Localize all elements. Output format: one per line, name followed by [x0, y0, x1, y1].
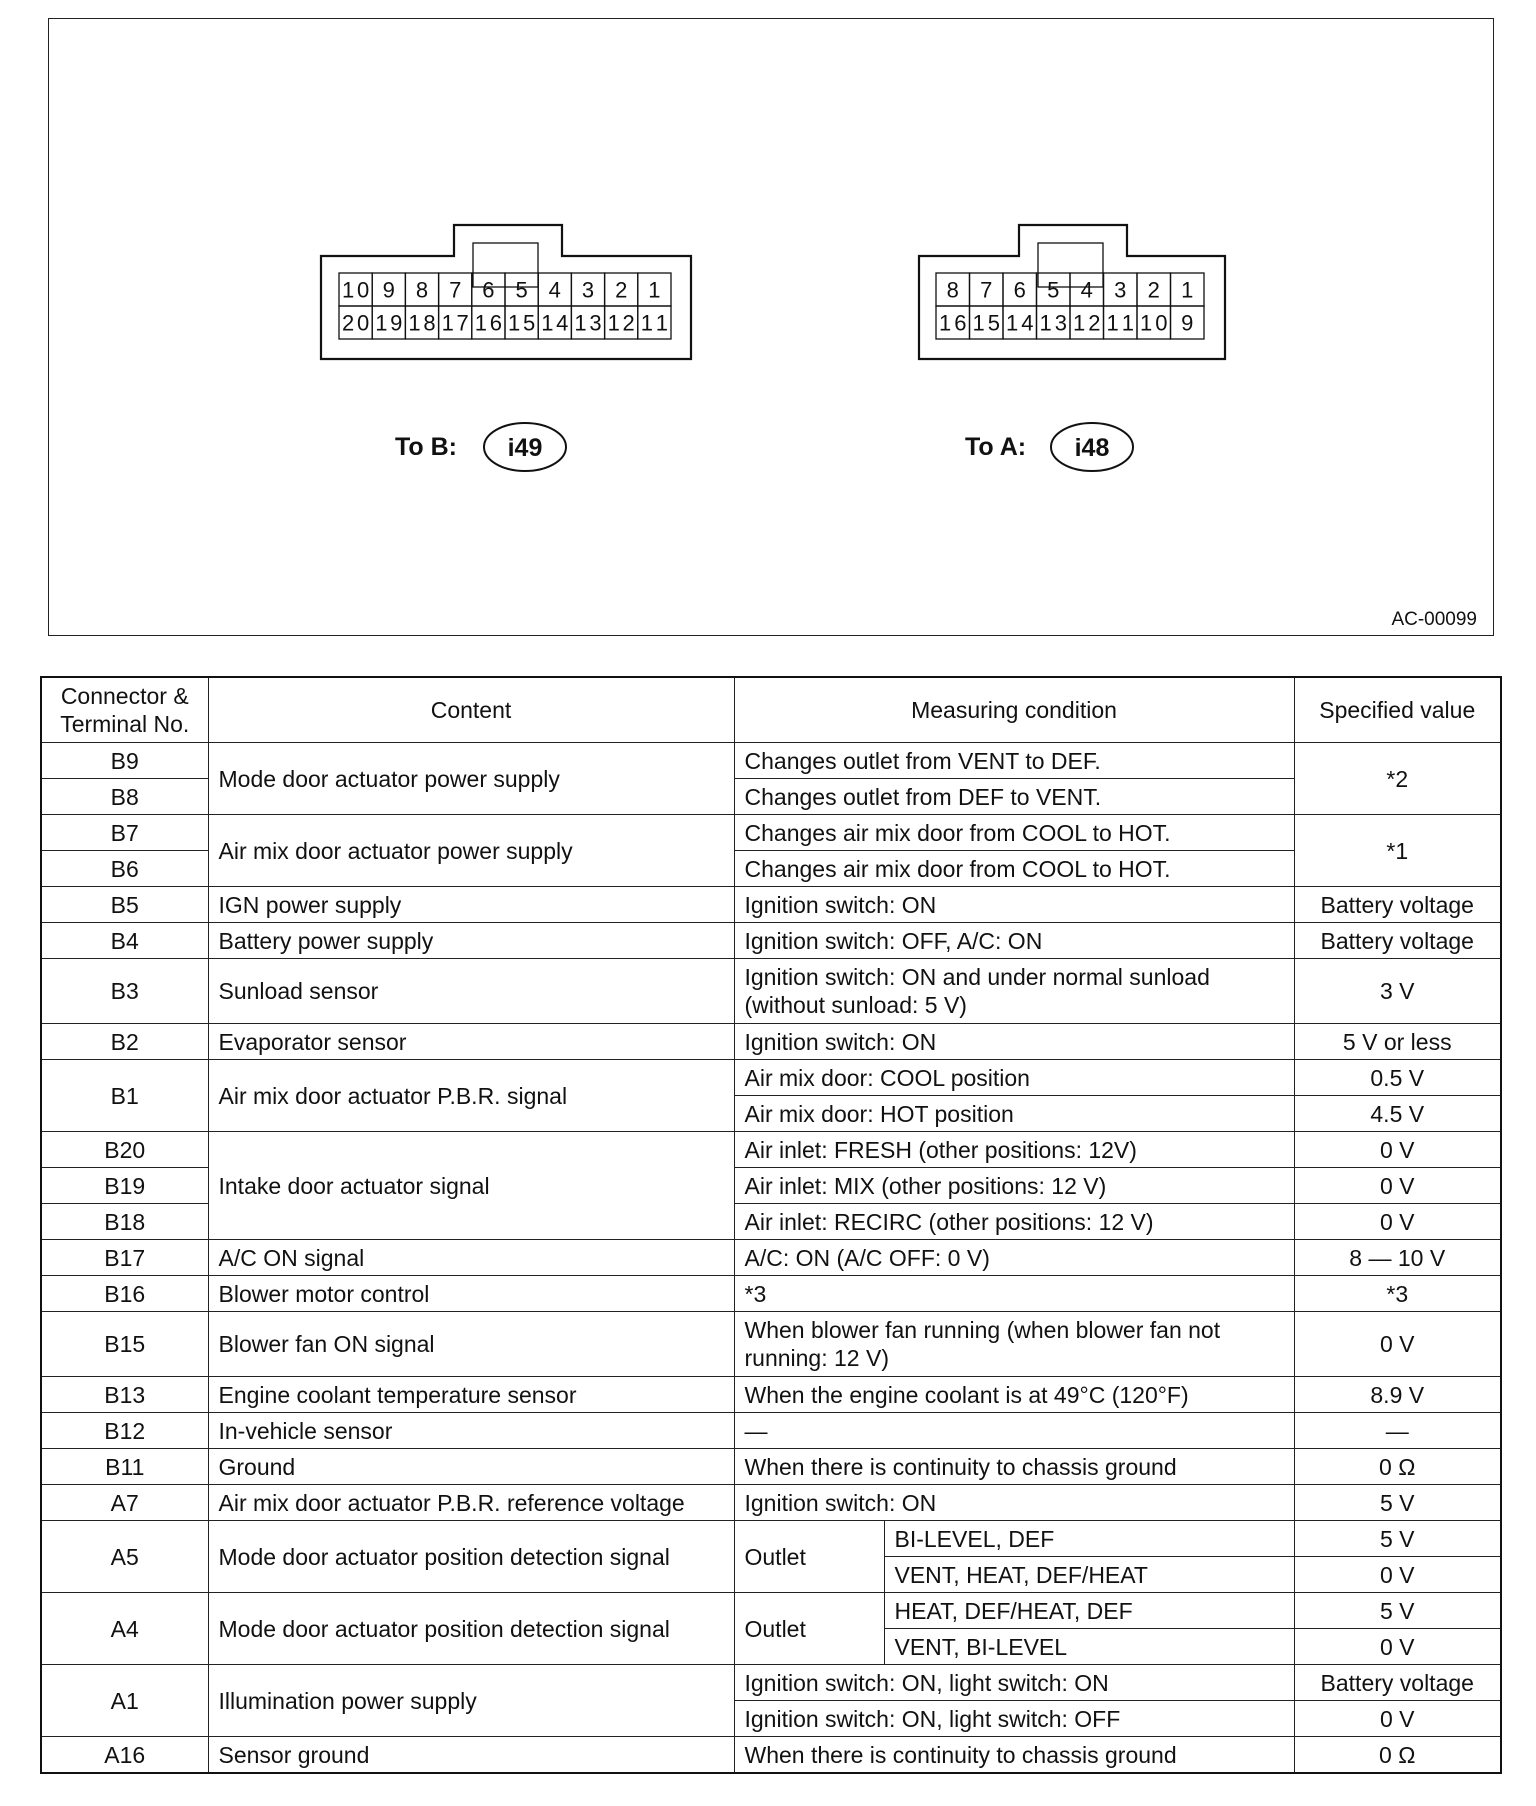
condition-cell: Air inlet: RECIRC (other positions: 12 V) — [734, 1204, 1294, 1240]
content-cell: Illumination power supply — [208, 1665, 734, 1737]
connector-a-pin-number: 16 — [939, 310, 967, 336]
value-cell: 0 V — [1294, 1132, 1501, 1168]
terminal-cell: B17 — [41, 1240, 208, 1276]
table-row — [41, 1240, 1501, 1276]
content-cell: IGN power supply — [208, 887, 734, 923]
condition-cell: When there is continuity to chassis ground — [734, 1737, 1294, 1774]
connector-a-pin-number: 12 — [1073, 310, 1101, 336]
table-row — [41, 1132, 1501, 1168]
terminal-cell: B6 — [41, 851, 208, 887]
condition-cell: Changes air mix door from COOL to HOT. — [734, 815, 1294, 851]
connector-a-pins — [936, 273, 1204, 339]
value-cell: 5 V — [1294, 1521, 1501, 1557]
terminal-cell: B8 — [41, 779, 208, 815]
content-cell: Air mix door actuator P.B.R. signal — [208, 1060, 734, 1132]
connector-b-pin-number: 13 — [574, 310, 602, 336]
value-cell: 4.5 V — [1294, 1096, 1501, 1132]
connector-b-pin-number: 5 — [515, 277, 528, 303]
connector-b-pin-number: 10 — [342, 277, 370, 303]
table-row — [41, 743, 1501, 779]
connector-diagram — [48, 18, 1494, 636]
content-cell: Sunload sensor — [208, 959, 734, 1024]
content-cell: Battery power supply — [208, 923, 734, 959]
condition-cell: Ignition switch: ON and under normal sunload (without sunload: 5 V) — [734, 959, 1294, 1024]
connector-a-pin-number: 2 — [1147, 277, 1160, 303]
terminal-cell: B18 — [41, 1204, 208, 1240]
terminal-cell: B15 — [41, 1312, 208, 1377]
connector-a-pin-number: 13 — [1039, 310, 1067, 336]
table-row — [41, 959, 1501, 1024]
terminal-cell: B3 — [41, 959, 208, 1024]
value-cell: 5 V — [1294, 1485, 1501, 1521]
value-cell: 0 V — [1294, 1204, 1501, 1240]
value-cell: 0 Ω — [1294, 1737, 1501, 1774]
connector-b-pin-number: 9 — [382, 277, 395, 303]
table-row — [41, 1593, 1501, 1629]
value-cell: 0 V — [1294, 1701, 1501, 1737]
condition-cell: Air mix door: COOL position — [734, 1060, 1294, 1096]
condition-cell: Ignition switch: OFF, A/C: ON — [734, 923, 1294, 959]
connector-a-pin-number: 10 — [1140, 310, 1168, 336]
condition-cell: Changes outlet from VENT to DEF. — [734, 743, 1294, 779]
table-row — [41, 1413, 1501, 1449]
connector-b-pin-number: 3 — [581, 277, 595, 303]
terminal-cell: A16 — [41, 1737, 208, 1774]
condition-cell: Air inlet: MIX (other positions: 12 V) — [734, 1168, 1294, 1204]
value-cell: — — [1294, 1413, 1501, 1449]
header-terminal: Connector & Terminal No. — [41, 677, 208, 743]
table-row — [41, 1377, 1501, 1413]
value-cell: 5 V — [1294, 1593, 1501, 1629]
connector-b-pin-number: 2 — [615, 277, 628, 303]
value-cell: 0 V — [1294, 1557, 1501, 1593]
connector-a-pin-number: 1 — [1181, 277, 1194, 303]
condition-cell: *3 — [734, 1276, 1294, 1312]
connector-b-pin-number: 20 — [342, 310, 370, 336]
content-cell: Ground — [208, 1449, 734, 1485]
terminal-cell: B20 — [41, 1132, 208, 1168]
connector-b-pins — [339, 273, 671, 339]
value-cell: 3 V — [1294, 959, 1501, 1024]
content-cell: Evaporator sensor — [208, 1024, 734, 1060]
condition-cell: A/C: ON (A/C OFF: 0 V) — [734, 1240, 1294, 1276]
connector-diagram-drawing — [49, 19, 1495, 637]
connector-a-pin-number: 11 — [1106, 310, 1134, 336]
content-cell: Intake door actuator signal — [208, 1132, 734, 1240]
connector-b-id: i49 — [507, 434, 543, 462]
terminal-cell: A1 — [41, 1665, 208, 1737]
terminal-cell: B13 — [41, 1377, 208, 1413]
header-value: Specified value — [1294, 677, 1501, 743]
content-cell: Mode door actuator position detection signal — [208, 1521, 734, 1593]
value-cell: *1 — [1294, 815, 1501, 887]
content-cell: Air mix door actuator power supply — [208, 815, 734, 887]
value-cell: 0 V — [1294, 1629, 1501, 1665]
value-cell: *2 — [1294, 743, 1501, 815]
table-row — [41, 815, 1501, 851]
terminal-cell: B4 — [41, 923, 208, 959]
connector-b-pin-number: 19 — [375, 310, 403, 336]
terminal-cell: A7 — [41, 1485, 208, 1521]
table-row — [41, 923, 1501, 959]
content-cell: Mode door actuator position detection signal — [208, 1593, 734, 1665]
connector-b-label: To B: — [395, 433, 458, 461]
content-cell: Air mix door actuator P.B.R. reference voltage — [208, 1485, 734, 1521]
table-header-row — [41, 677, 1501, 743]
sub-condition-cell: BI-LEVEL, DEF — [884, 1521, 1294, 1557]
connector-b-pin-number: 17 — [441, 310, 469, 336]
terminal-cell: B16 — [41, 1276, 208, 1312]
connector-a-pin-number: 14 — [1006, 310, 1034, 336]
table-row — [41, 1485, 1501, 1521]
connector-b-pin-number: 1 — [648, 277, 661, 303]
connector-b-pin-number: 8 — [415, 277, 429, 303]
value-cell: 0 V — [1294, 1312, 1501, 1377]
table-row — [41, 1024, 1501, 1060]
terminal-cell: B12 — [41, 1413, 208, 1449]
terminal-cell: B9 — [41, 743, 208, 779]
connector-b-pin-number: 7 — [449, 277, 462, 303]
value-cell: 8.9 V — [1294, 1377, 1501, 1413]
connector-a-pin-number: 6 — [1013, 277, 1026, 303]
condition-cell: Outlet — [734, 1593, 884, 1665]
table-row — [41, 1060, 1501, 1096]
content-cell: Mode door actuator power supply — [208, 743, 734, 815]
condition-cell: Air inlet: FRESH (other positions: 12V) — [734, 1132, 1294, 1168]
value-cell: *3 — [1294, 1276, 1501, 1312]
connector-a-pin-number: 8 — [946, 277, 959, 303]
condition-cell: Ignition switch: ON, light switch: ON — [734, 1665, 1294, 1701]
spec-table — [40, 676, 1502, 1774]
terminal-cell: B1 — [41, 1060, 208, 1132]
connector-a-pin-number: 9 — [1181, 310, 1194, 336]
content-cell: Engine coolant temperature sensor — [208, 1377, 734, 1413]
sub-condition-cell: VENT, BI-LEVEL — [884, 1629, 1294, 1665]
content-cell: Blower fan ON signal — [208, 1312, 734, 1377]
condition-cell: When there is continuity to chassis ground — [734, 1449, 1294, 1485]
terminal-cell: A5 — [41, 1521, 208, 1593]
table-row — [41, 1312, 1501, 1377]
content-cell: Blower motor control — [208, 1276, 734, 1312]
table-row — [41, 1665, 1501, 1701]
terminal-cell: B19 — [41, 1168, 208, 1204]
value-cell: 0.5 V — [1294, 1060, 1501, 1096]
condition-cell: Changes outlet from DEF to VENT. — [734, 779, 1294, 815]
table-row — [41, 1737, 1501, 1774]
connector-b-pin-number: 16 — [474, 310, 502, 336]
sub-condition-cell: VENT, HEAT, DEF/HEAT — [884, 1557, 1294, 1593]
value-cell: 8 — 10 V — [1294, 1240, 1501, 1276]
value-cell: Battery voltage — [1294, 923, 1501, 959]
condition-cell: Air mix door: HOT position — [734, 1096, 1294, 1132]
connector-a-pin-number: 3 — [1114, 277, 1127, 303]
value-cell: Battery voltage — [1294, 1665, 1501, 1701]
table-row — [41, 1276, 1501, 1312]
value-cell: 0 Ω — [1294, 1449, 1501, 1485]
value-cell: 5 V or less — [1294, 1024, 1501, 1060]
condition-cell: Ignition switch: ON — [734, 1024, 1294, 1060]
connector-b-pin-number: 4 — [548, 277, 561, 303]
condition-cell: Changes air mix door from COOL to HOT. — [734, 851, 1294, 887]
connector-b-pin-number: 18 — [408, 310, 436, 336]
connector-b-pin-number: 12 — [607, 310, 635, 336]
header-condition: Measuring condition — [734, 677, 1294, 743]
value-cell: 0 V — [1294, 1168, 1501, 1204]
terminal-cell: A4 — [41, 1593, 208, 1665]
terminal-cell: B2 — [41, 1024, 208, 1060]
terminal-cell: B11 — [41, 1449, 208, 1485]
connector-a-label: To A: — [965, 433, 1027, 461]
condition-cell: Ignition switch: ON — [734, 1485, 1294, 1521]
connector-a-pin-number: 5 — [1047, 277, 1060, 303]
condition-cell: When the engine coolant is at 49°C (120°F) — [734, 1377, 1294, 1413]
content-cell: In-vehicle sensor — [208, 1413, 734, 1449]
connector-b-pin-number: 11 — [640, 310, 669, 336]
table-row — [41, 1449, 1501, 1485]
value-cell: Battery voltage — [1294, 887, 1501, 923]
figure-code: AC-00099 — [1391, 609, 1477, 630]
connector-b-pin-number: 14 — [541, 310, 569, 336]
condition-cell: Ignition switch: ON — [734, 887, 1294, 923]
condition-cell: — — [734, 1413, 1294, 1449]
terminal-cell: B7 — [41, 815, 208, 851]
condition-cell: Ignition switch: ON, light switch: OFF — [734, 1701, 1294, 1737]
connector-a-pin-number: 15 — [972, 310, 1000, 336]
connector-a-pin-number: 4 — [1080, 277, 1093, 303]
content-cell: A/C ON signal — [208, 1240, 734, 1276]
connector-a-pin-number: 7 — [980, 277, 993, 303]
terminal-cell: B5 — [41, 887, 208, 923]
condition-cell: When blower fan running (when blower fan not running: 12 V) — [734, 1312, 1294, 1377]
content-cell: Sensor ground — [208, 1737, 734, 1774]
table-row — [41, 887, 1501, 923]
header-content: Content — [208, 677, 734, 743]
sub-condition-cell: HEAT, DEF/HEAT, DEF — [884, 1593, 1294, 1629]
condition-cell: Outlet — [734, 1521, 884, 1593]
connector-a-id: i48 — [1074, 434, 1110, 462]
connector-b-pin-number: 6 — [482, 277, 495, 303]
table-row — [41, 1521, 1501, 1557]
connector-b-pin-number: 15 — [508, 310, 536, 336]
